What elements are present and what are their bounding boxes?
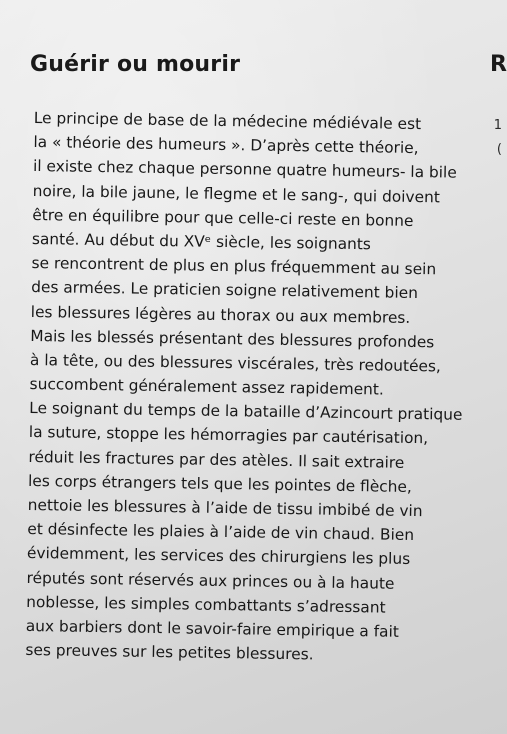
text-line: il existe chez chaque personne quatre humeurs- la bile	[32, 157, 457, 183]
text-line: santé. Au début du XVᵉ siècle, les soignants	[31, 229, 372, 254]
text-line: réduit les fractures par des atèles. Il sait extraire	[28, 447, 405, 472]
adjacent-panel-line-fragment: (	[496, 142, 502, 157]
text-line: succombent généralement assez rapidement.	[29, 375, 384, 399]
text-line: la « théorie des humeurs ». D’après cette théorie,	[33, 133, 419, 158]
text-line: nettoie les blessures à l’aide de tissu imbibé de vin	[27, 495, 423, 521]
adjacent-panel-title-fragment: R	[490, 52, 507, 77]
text-line: Mais les blessés présentant des blessures profondes	[30, 326, 435, 352]
text-line: réputés sont réservés aux princes ou à la haute	[26, 568, 395, 593]
text-line: noire, la bile jaune, le flegme et le sang-, qui doivent	[32, 181, 440, 206]
text-line: évidemment, les services des chirurgiens les plus	[26, 544, 411, 569]
text-line: Le principe de base de la médecine médiévale est	[33, 108, 422, 134]
text-line: la suture, stoppe les hémorragies par cautérisation,	[28, 423, 429, 448]
text-line: Le soignant du temps de la bataille d’Azincourt pratique	[29, 399, 463, 425]
text-line: les corps étrangers tels que les pointes de flèche,	[27, 471, 412, 496]
text-line: être en équilibre pour que celle-ci reste en bonne	[32, 205, 414, 230]
text-line: aux barbiers dont le savoir-faire empirique a fait	[25, 616, 400, 641]
text-line: noblesse, les simples combattants s’adressant	[26, 592, 386, 617]
text-line: ses preuves sur les petites blessures.	[25, 641, 314, 664]
adjacent-panel-line-fragment: 1	[493, 118, 502, 133]
text-line: les blessures légères au thorax ou aux membres.	[30, 302, 411, 327]
text-line: se rencontrent de plus en plus fréquemment au sein	[31, 254, 437, 279]
text-line: et désinfecte les plaies à l’aide de vin chaud. Bien	[27, 520, 415, 545]
text-line: à la tête, ou des blessures viscérales, très redoutées,	[29, 350, 442, 376]
panel-title: Guérir ou mourir	[30, 52, 241, 77]
text-line: des armées. Le praticien soigne relativement bien	[31, 278, 419, 303]
panel-body-text	[25, 106, 479, 669]
